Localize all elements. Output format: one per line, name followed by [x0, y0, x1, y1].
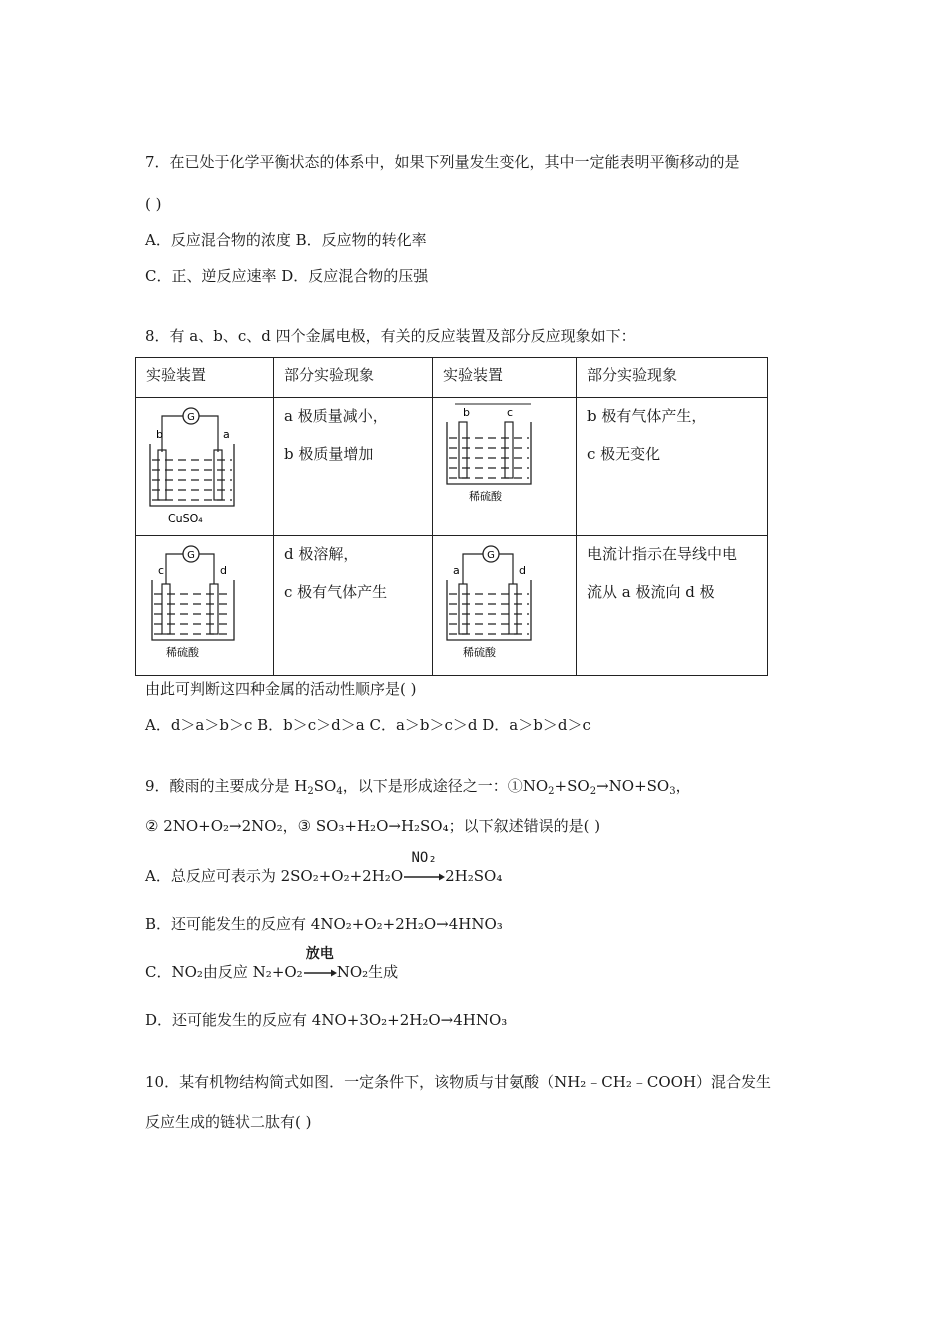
phenomenon-text: b 极有气体产生，	[587, 407, 707, 425]
apparatus-cell	[433, 536, 577, 676]
phenomenon-text: c 极无变化	[587, 445, 661, 463]
q7-options-ab: A．反应混合物的浓度 B．反应物的转化率	[145, 231, 427, 249]
table-header: 部分实验现象	[577, 358, 768, 398]
reaction-arrow	[303, 946, 337, 982]
phenomenon-text: 电流计指示在导线中电	[587, 545, 738, 563]
q9-option-d: D．还可能发生的反应有 4NO+3O₂+2H₂O→4HNO₃	[145, 1011, 508, 1029]
apparatus-cell	[136, 536, 274, 676]
reaction-arrow	[403, 850, 445, 886]
electrode-label: a	[223, 428, 230, 441]
table-header: 实验装置	[136, 358, 274, 398]
q8-after-table: 由此可判断这四种金属的活动性顺序是( )	[145, 680, 417, 698]
meter-label: G	[187, 550, 195, 561]
apparatus-cell	[136, 398, 274, 536]
phenomenon-cell	[274, 536, 433, 676]
meter-label: G	[487, 550, 495, 561]
table-header: 实验装置	[433, 358, 577, 398]
apparatus-cuso4-diagram	[144, 402, 254, 527]
q9-line2: ② 2NO+O₂→2NO₂，③ SO₃+H₂O→H₂SO₄；以下叙述错误的是( )	[145, 817, 601, 835]
phenomenon-text: c 极有气体产生	[284, 583, 388, 601]
electrode-label: d	[519, 564, 526, 577]
q9-option-c: C．NO₂由反应 N₂+O₂ 放电 NO₂生成	[145, 946, 399, 981]
solution-label: CuSO₄	[168, 512, 203, 525]
phenomenon-text: 流从 a 极流向 d 极	[587, 583, 715, 601]
phenomenon-text: b 极质量增加	[284, 445, 374, 463]
phenomenon-cell	[577, 398, 768, 536]
phenomenon-text: d 极溶解，	[284, 545, 359, 563]
solution-label: 稀硫酸	[463, 646, 496, 659]
q8-stem: 8．有 a、b、c、d 四个金属电极，有关的反应装置及部分反应现象如下：	[145, 327, 636, 345]
apparatus-dilute-h2so4-diagram	[144, 540, 254, 665]
q8-options: A．d＞a＞b＞c B．b＞c＞d＞a C．a＞b＞c＞d D．a＞b＞d＞c	[145, 716, 591, 734]
table-header: 部分实验现象	[274, 358, 433, 398]
phenomenon-cell	[577, 536, 768, 676]
apparatus-cell	[433, 398, 577, 536]
q9-line1: 9．酸雨的主要成分是 $H_2SO_4$，以下是形成途径之一：$①NO_2+SO_2\to NO+SO_3$，	[145, 777, 691, 797]
meter-label: G	[187, 412, 195, 423]
electrode-label: a	[453, 564, 460, 577]
q7-paren: ( )	[145, 195, 162, 213]
phenomenon-cell	[274, 398, 433, 536]
electrode-label: c	[158, 564, 165, 577]
electrode-label: c	[507, 406, 514, 419]
q10-line1: 10．某有机物结构简式如图．一定条件下，该物质与甘氨酸（NH₂﹣CH₂﹣COOH）混合发生	[145, 1073, 772, 1091]
experiment-table	[135, 357, 768, 676]
electrode-label: d	[220, 564, 227, 577]
electrode-label: b	[463, 406, 470, 419]
catalyst-label: NO₂	[411, 850, 437, 866]
q9-option-b: B．还可能发生的反应有 4NO₂+O₂+2H₂O→4HNO₃	[145, 915, 503, 933]
q9-option-a: A．总反应可表示为 2SO₂+O₂+2H₂O NO₂ 2H₂SO₄	[145, 850, 503, 885]
condition-label: 放电	[305, 946, 334, 962]
electrode-label: b	[156, 428, 163, 441]
solution-label: 稀硫酸	[469, 490, 502, 503]
q7-options-cd: C．正、逆反应速率 D．反应混合物的压强	[145, 267, 429, 285]
phenomenon-text: a 极质量减小，	[284, 407, 388, 425]
apparatus-dilute-h2so4-diagram	[441, 402, 551, 512]
apparatus-dilute-h2so4-diagram	[441, 540, 551, 665]
q10-line2: 反应生成的链状二肽有( )	[145, 1113, 312, 1131]
solution-label: 稀硫酸	[166, 646, 199, 659]
q7-stem: 7．在已处于化学平衡状态的体系中，如果下列量发生变化，其中一定能表明平衡移动的是	[145, 153, 740, 171]
